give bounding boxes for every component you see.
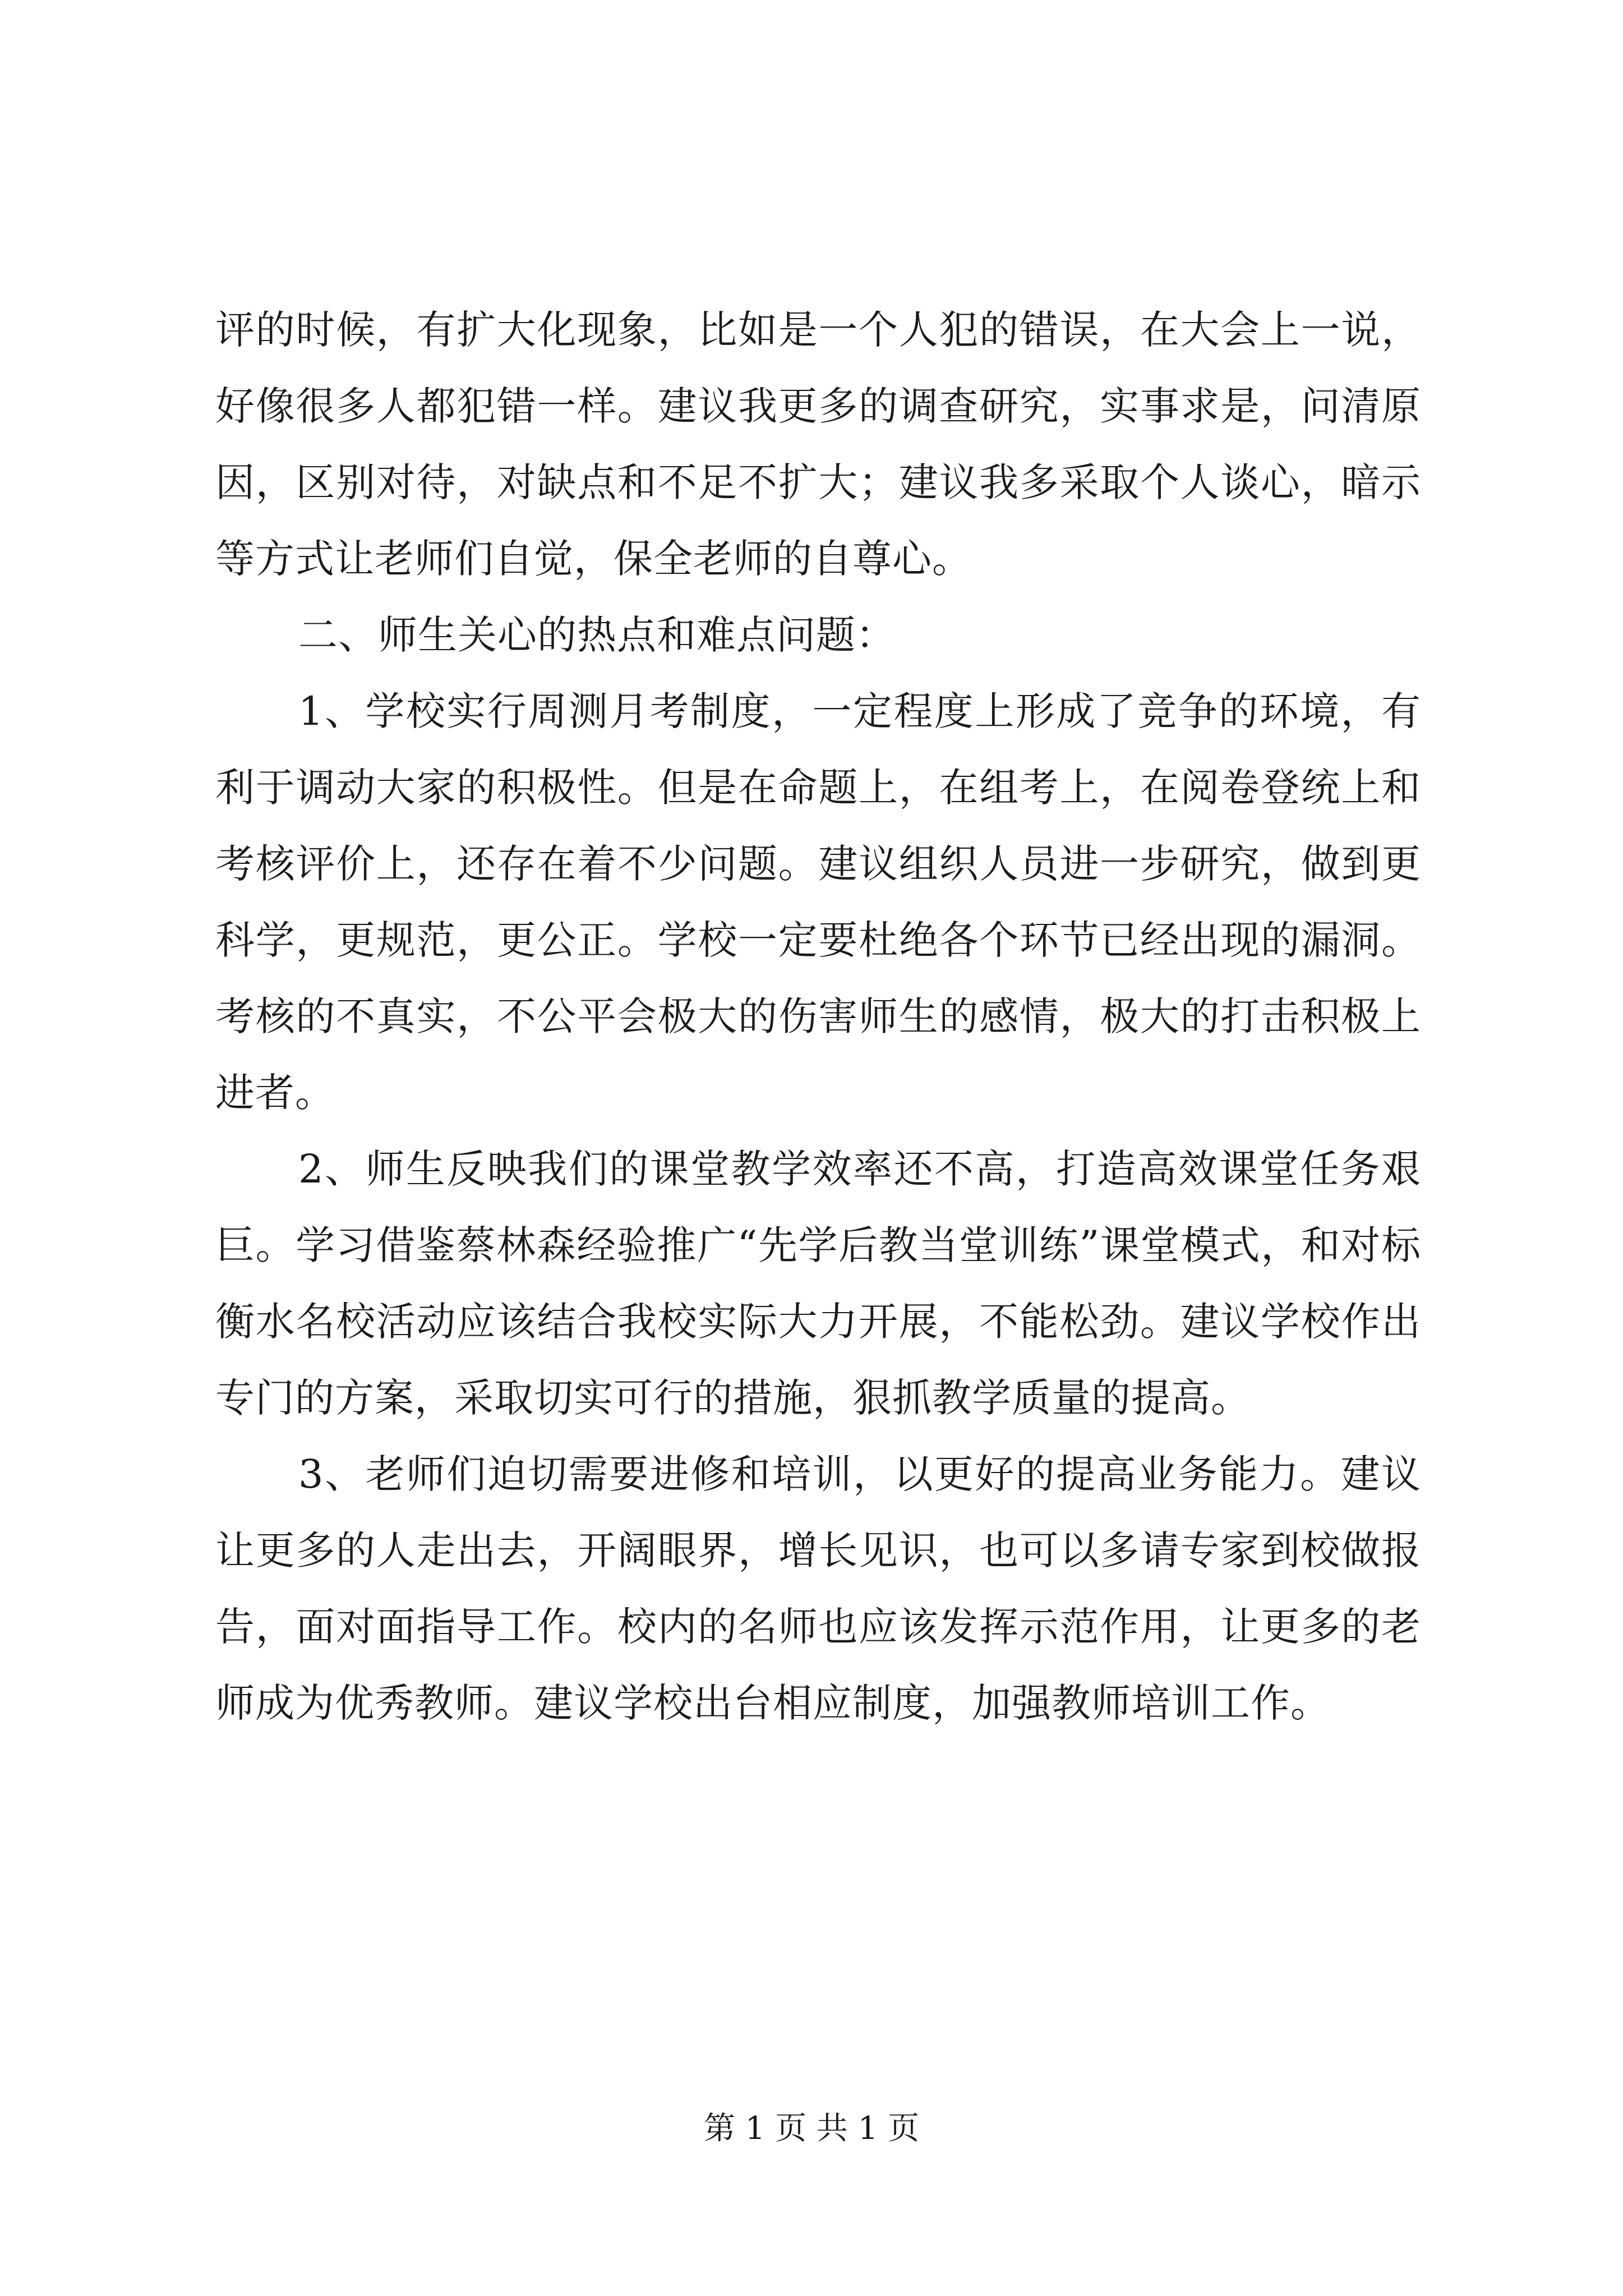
paragraph-item-2: 2、师生反映我们的课堂教学效率还不高，打造高效课堂任务艰巨。学习借鉴蔡林森经验推广“先学后教当堂训练”课堂模式，和对标衡水名校活动应该结合我校实际大力开展，不能松劲。建议学校作出专门的方案，采取切实可行的措施，狠抓教学质量的提高。 xyxy=(215,1146,1421,1421)
paragraph-item-3: 3、老师们迫切需要进修和培训，以更好的提高业务能力。建议让更多的人走出去，开阔眼界，增长见识，也可以多请专家到校做报告，面对面指导工作。校内的名师也应该发挥示范作用，让更多的老师成为优秀教师。建议学校出台相应制度，加强教师培训工作。 xyxy=(215,1451,1421,1726)
paragraph-item-1: 1、学校实行周测月考制度，一定程度上形成了竞争的环境，有利于调动大家的积极性。但是在命题上，在组考上，在阅卷登统上和考核评价上，还存在着不少问题。建议组织人员进一步研究，做到更科学，更规范，更公正。学校一定要杜绝各个环节已经出现的漏洞。考核的不真实，不公平会极大的伤害师生的感情，极大的打击积极上进者。 xyxy=(215,688,1421,1116)
paragraph-continuation: 评的时候，有扩大化现象，比如是一个人犯的错误，在大会上一说，好像很多人都犯错一样。建议我更多的调查研究，实事求是，问清原因，区别对待，对缺点和不足不扩大；建议我多采取个人谈心，暗示等方式让老师们自觉，保全老师的自尊心。 xyxy=(215,307,1421,582)
section-heading-2: 二、师生关心的热点和难点问题： xyxy=(298,612,896,658)
page-footer: 第 1 页 共 1 页 xyxy=(703,2110,920,2147)
document-body xyxy=(215,292,1421,1741)
